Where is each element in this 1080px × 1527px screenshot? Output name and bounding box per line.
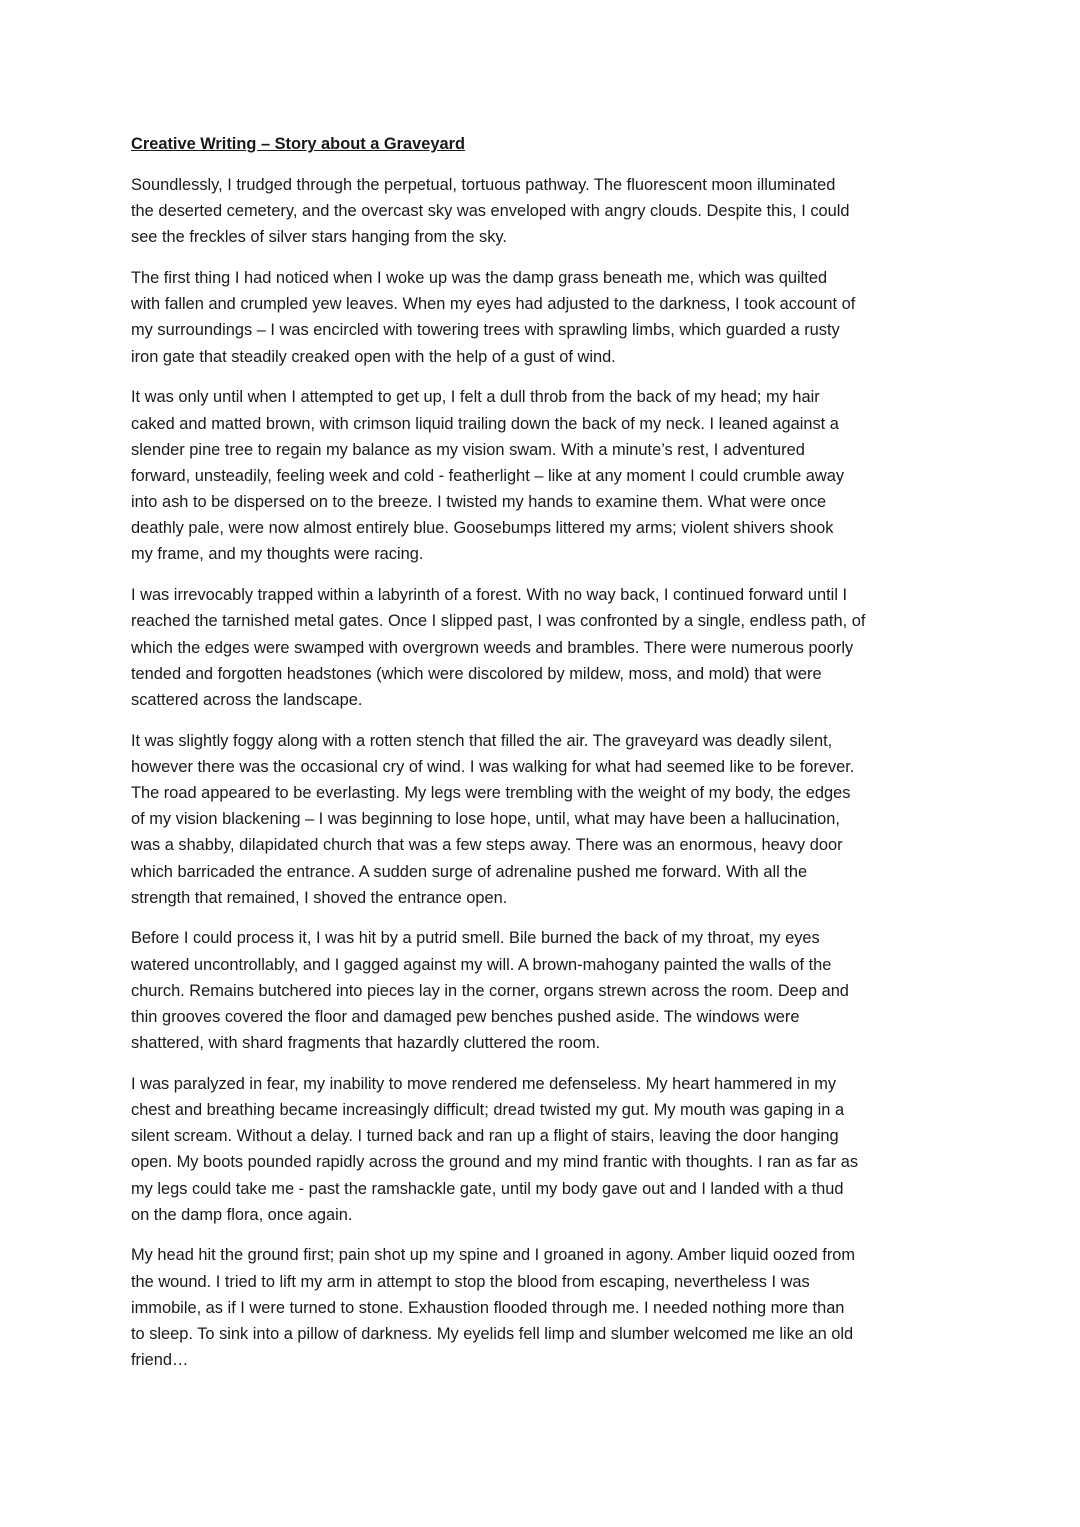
text-line: thin grooves covered the floor and damaged pew benches pushed aside. The windows were xyxy=(131,1007,800,1026)
text-line: see the freckles of silver stars hanging from the sky. xyxy=(131,228,507,247)
text-line: My head hit the ground first; pain shot up my spine and I groaned in agony. Amber liquid oozed from xyxy=(131,1246,856,1265)
text-line: my surroundings – I was encircled with towering trees with sprawling limbs, which guarded a rusty xyxy=(131,321,840,340)
text-line: I was paralyzed in fear, my inability to move rendered me defenseless. My heart hammered in my xyxy=(131,1074,837,1093)
text-line: my legs could take me - past the ramshackle gate, until my body gave out and I landed with a thud xyxy=(131,1179,844,1198)
paragraph xyxy=(131,728,961,911)
paragraph xyxy=(131,1242,961,1373)
document-page xyxy=(131,131,961,1388)
text-line: chest and breathing became increasingly difficult; dread twisted my gut. My mouth was gaping in a xyxy=(131,1101,845,1119)
text-line: however there was the occasional cry of wind. I was walking for what had seemed like to be forever. xyxy=(131,757,855,776)
text-line: slender pine tree to regain my balance as my vision swam. With a minute’s rest, I adventured xyxy=(131,440,805,459)
text-line: watered uncontrollably, and I gagged against my will. A brown-mahogany painted the walls of the xyxy=(131,955,832,974)
paragraph xyxy=(131,384,961,567)
text-line: iron gate that steadily creaked open with the help of a gust of wind. xyxy=(131,347,616,366)
text-line: shattered, with shard fragments that hazardly cluttered the room. xyxy=(131,1034,601,1053)
paragraph xyxy=(131,582,961,713)
text-line: which the edges were swamped with overgrown weeds and brambles. There were numerous poorly xyxy=(131,638,854,657)
text-line: which barricaded the entrance. A sudden surge of adrenaline pushed me forward. With all the xyxy=(131,862,808,881)
text-line: on the damp flora, once again. xyxy=(131,1205,353,1224)
text-line: I was irrevocably trapped within a labyrinth of a forest. With no way back, I continued forward until I xyxy=(131,586,848,605)
text-line: forward, unsteadily, feeling week and cold - featherlight – like at any moment I could crumble away xyxy=(131,466,845,485)
text-line: The first thing I had noticed when I woke up was the damp grass beneath me, which was quilted xyxy=(131,269,828,288)
text-line: The road appeared to be everlasting. My legs were trembling with the weight of my body, the edges xyxy=(131,783,851,802)
document-title: Creative Writing – Story about a Graveyard xyxy=(131,135,465,153)
paragraph xyxy=(131,265,961,370)
text-line: of my vision blackening – I was beginning to lose hope, until, what may have been a hallucination, xyxy=(131,810,840,829)
text-line: It was slightly foggy along with a rotten stench that filled the air. The graveyard was deadly silent, xyxy=(131,731,833,750)
text-line: silent scream. Without a delay. I turned back and ran up a flight of stairs, leaving the door hanging xyxy=(131,1127,839,1146)
text-line: Soundlessly, I trudged through the perpetual, tortuous pathway. The fluorescent moon illuminated xyxy=(131,176,836,194)
document-body xyxy=(131,172,961,1373)
text-line: into ash to be dispersed on to the breeze. I twisted my hands to examine them. What were once xyxy=(131,493,827,512)
text-line: friend… xyxy=(131,1351,189,1370)
text-line: the wound. I tried to lift my arm in attempt to stop the blood from escaping, nevertheless I was xyxy=(131,1272,810,1291)
text-line: Before I could process it, I was hit by a putrid smell. Bile burned the back of my throat, my eyes xyxy=(131,929,820,948)
text-line: immobile, as if I were turned to stone. Exhaustion flooded through me. I needed nothing more than xyxy=(131,1298,845,1317)
paragraph xyxy=(131,172,961,251)
text-line: strength that remained, I shoved the entrance open. xyxy=(131,888,508,907)
text-line: It was only until when I attempted to get up, I felt a dull throb from the back of my head; my hair xyxy=(131,388,820,407)
text-line: was a shabby, dilapidated church that was a few steps away. There was an enormous, heavy door xyxy=(131,836,843,855)
text-line: church. Remains butchered into pieces lay in the corner, organs strewn across the room. Deep and xyxy=(131,981,849,1000)
paragraph xyxy=(131,925,961,1056)
text-line: my frame, and my thoughts were racing. xyxy=(131,545,424,564)
text-line: caked and matted brown, with crimson liquid trailing down the back of my neck. I leaned against a xyxy=(131,414,839,433)
text-line: tended and forgotten headstones (which were discolored by mildew, moss, and mold) that were xyxy=(131,664,822,683)
text-line: deathly pale, were now almost entirely blue. Goosebumps littered my arms; violent shivers shook xyxy=(131,519,834,538)
text-line: reached the tarnished metal gates. Once I slipped past, I was confronted by a single, endless path, of xyxy=(131,612,866,631)
text-line: with fallen and crumpled yew leaves. When my eyes had adjusted to the darkness, I took account of xyxy=(131,295,856,314)
text-line: to sleep. To sink into a pillow of darkness. My eyelids fell limp and slumber welcomed me like an old xyxy=(131,1325,854,1343)
text-line: scattered across the landscape. xyxy=(131,690,363,709)
paragraph xyxy=(131,1071,961,1228)
text-line: the deserted cemetery, and the overcast sky was enveloped with angry clouds. Despite this, I could xyxy=(131,202,850,221)
text-line: open. My boots pounded rapidly across the ground and my mind frantic with thoughts. I ran as far as xyxy=(131,1153,859,1172)
